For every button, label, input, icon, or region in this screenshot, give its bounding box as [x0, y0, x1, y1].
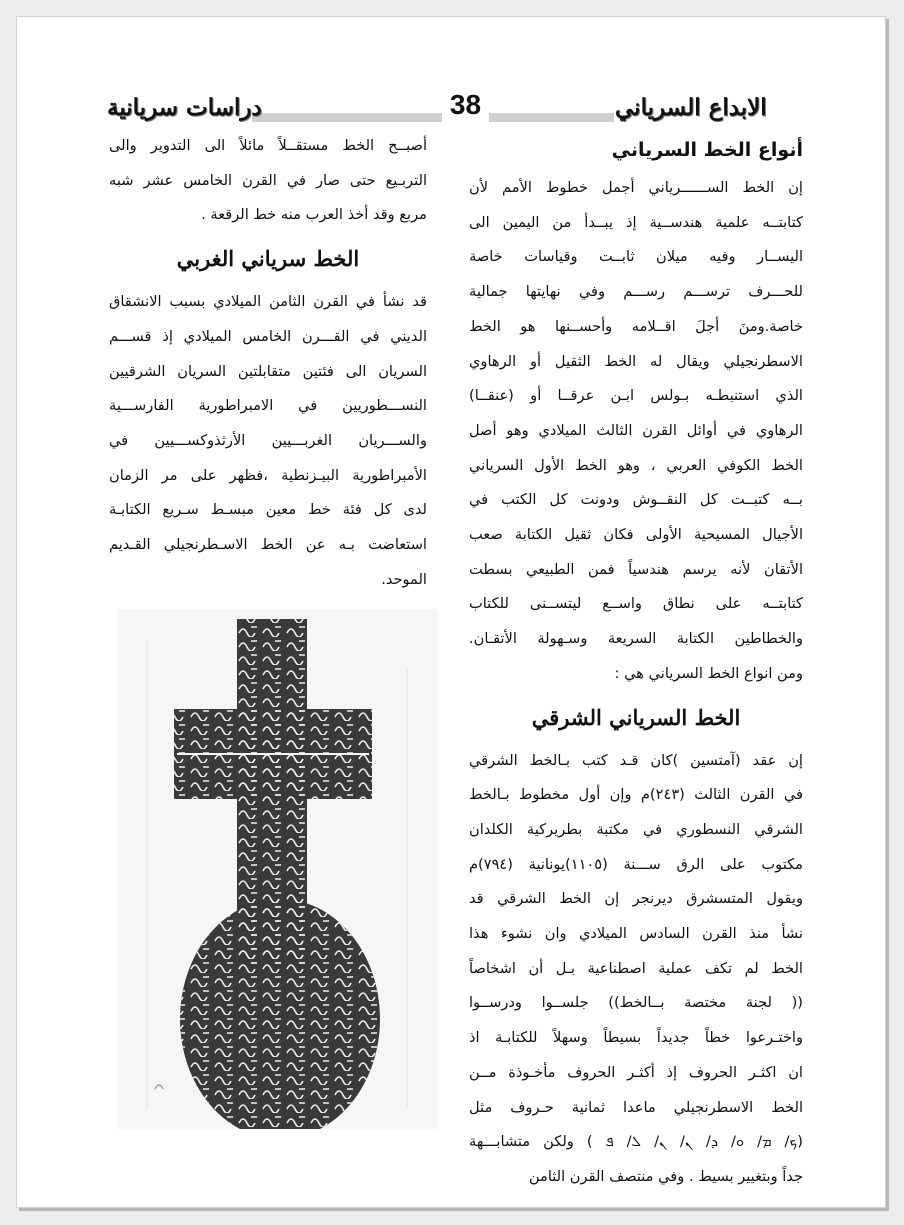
text-line: بــه كتبــت كل النقــوش ودونت كل الكتب في [469, 491, 803, 509]
text-line: والخطاطين الكتابة السريعة وسـهولة الأتقـان. [469, 630, 803, 648]
page-number: 38 [449, 89, 482, 120]
text-line: والســـريان الغربـــيين الأرثذوكســـيين في [109, 431, 427, 449]
text-line: أصبــح الخط مستقــلاً مائلاً الى التدوير والى [109, 137, 427, 154]
page-header [17, 89, 885, 129]
text-line: في القرن الثالث (٢٤٣)م وإن أول مخطوط بـالخط [469, 786, 803, 804]
text-line: ويقول المتسشرق ديرنجر إن الخط الشرقي قد [469, 890, 803, 908]
subheading-eastern-script: الخط السرياني الشرقي [531, 704, 741, 730]
text-line: نشأ منذ القرن السادس الميلادي وان نشوء هذا [469, 925, 803, 943]
text-line: الأمبراطورية البيـزنطية ،فظهر على مر الزمان [109, 466, 427, 484]
text-line: الأتقان لأنه يرسم هندسياً فمن الطبيعي بسطت [469, 560, 803, 578]
text-line: (( لجنة مختصة بــالخط)) جلســوا ودرســوا [469, 994, 803, 1012]
text-line: خاصة.ومنَ أجلَ اقــلامه وأحســنها هو الخط [469, 317, 803, 335]
text-line: التربـيع حتى صار في القرن الخامس عشر شبه [109, 171, 427, 189]
text-line: واختـرعوا خطاً جديداً بسيطاً وسهلاً للكتابـة اذ [469, 1029, 803, 1047]
text-line: قد نشأ في القرن الثامن الميلادي بسبب الانشقاق [109, 293, 427, 311]
text-line: السريان الى فئتين متقابلتين السريان الشرقيين [109, 362, 427, 380]
text-line: الأجيال المسيحية الأولى فكان ثقيل الكتابة صعب [469, 526, 803, 544]
text-line: ومن انواع الخط السرياني هي : [614, 664, 803, 682]
left-column [109, 129, 427, 597]
syriac-calligraphy-cross-icon [117, 609, 437, 1129]
right-column [469, 129, 803, 1195]
header-rule-right [489, 113, 614, 122]
text-line: الرهاوي في أوائل القرن الثالث الميلادي وهو أصل [469, 421, 803, 439]
text-line: الذي استنبطـه بـولس ابـن عرقــا أو (عنقــا) [469, 387, 803, 405]
text-line: للحـــرف ترســـم رســـم وفي نهايتها جمالية [469, 283, 803, 301]
paragraph-continuation [109, 129, 427, 233]
text-line: مكتوب على الرق ســـنة (١١٠٥)يونانية (٧٩٤)م [469, 855, 803, 873]
header-rule-left [252, 113, 442, 122]
subheading-western-script: الخط سرياني الغربي [176, 246, 360, 272]
text-line: كتابتــه على نطاق واســع ليتســنى للكتاب [469, 595, 803, 613]
section-heading: أنواع الخط السرياني [611, 139, 803, 161]
text-line: جداً وبتغيير بسيط . وفي منتصف القرن الثامن [528, 1167, 803, 1185]
paragraph-eastern-script [469, 744, 803, 1195]
calligraphy-figure [117, 609, 437, 1129]
text-line: اليســار وفيه ميلان ثابــت وقياسات خاصة [469, 248, 803, 266]
text-line: الموحد. [381, 570, 427, 588]
text-line: كتابتــه علمية هندســية إذ يبــدأ من اليمين الى [469, 213, 803, 231]
text-line: الشرقي النسطوري في مكتبة بطريركية الكلدان [469, 820, 803, 838]
text-line: إن الخط الســــــرياني أجمل خطوط الأمم لأن [469, 179, 803, 196]
document-page [16, 16, 886, 1208]
paragraph-western-script [109, 285, 427, 597]
text-line: ان اكثـر الحروف إذ أكثـر الحروف مأخـوذة مــن [469, 1063, 803, 1081]
text-line: الديني في القـــرن الخامس الميلادي إذ قســـم [109, 327, 427, 345]
text-line: استعاضت بـه عن الخط الاسـطرنجيلي القـديم [109, 536, 427, 554]
text-line: لدى كل فئة خط معين مبسـط سـريع الكتابـة [109, 501, 427, 519]
journal-section-title: دراسات سريانية [107, 94, 262, 121]
magazine-title: الابداع السرياني [615, 94, 767, 121]
text-line: الخط لم تكف عملية اصطناعية بـل أن اشخاصاً [469, 959, 803, 977]
paragraph-syriac-script-intro [469, 171, 803, 692]
text-line: الاسطرنجيلي ويقال له الخط الثقيل أو الرهاوي [469, 352, 803, 370]
text-line: إن عقد (آمتسين )كان قـد كتب بـالخط الشرقي [469, 751, 803, 769]
text-line: الخط الكوفي العربي ، وهو الخط الأول السرياني [469, 456, 803, 474]
text-line: الخط الاسطرنجيلي ماعدا ثمانية حـروف مثل [469, 1098, 803, 1116]
text-line: النســـطوريين في الامبراطورية الفارســـية [109, 397, 427, 415]
text-line: (ܟ/ ܡ/ ܘ/ ܕ/ ܢ/ ܢ/ ܠ/ ܦ ) ولكن متشابـــهة [469, 1133, 803, 1151]
text-line: مربع وقد أخذ العرب منه خط الرقعة . [201, 206, 427, 224]
